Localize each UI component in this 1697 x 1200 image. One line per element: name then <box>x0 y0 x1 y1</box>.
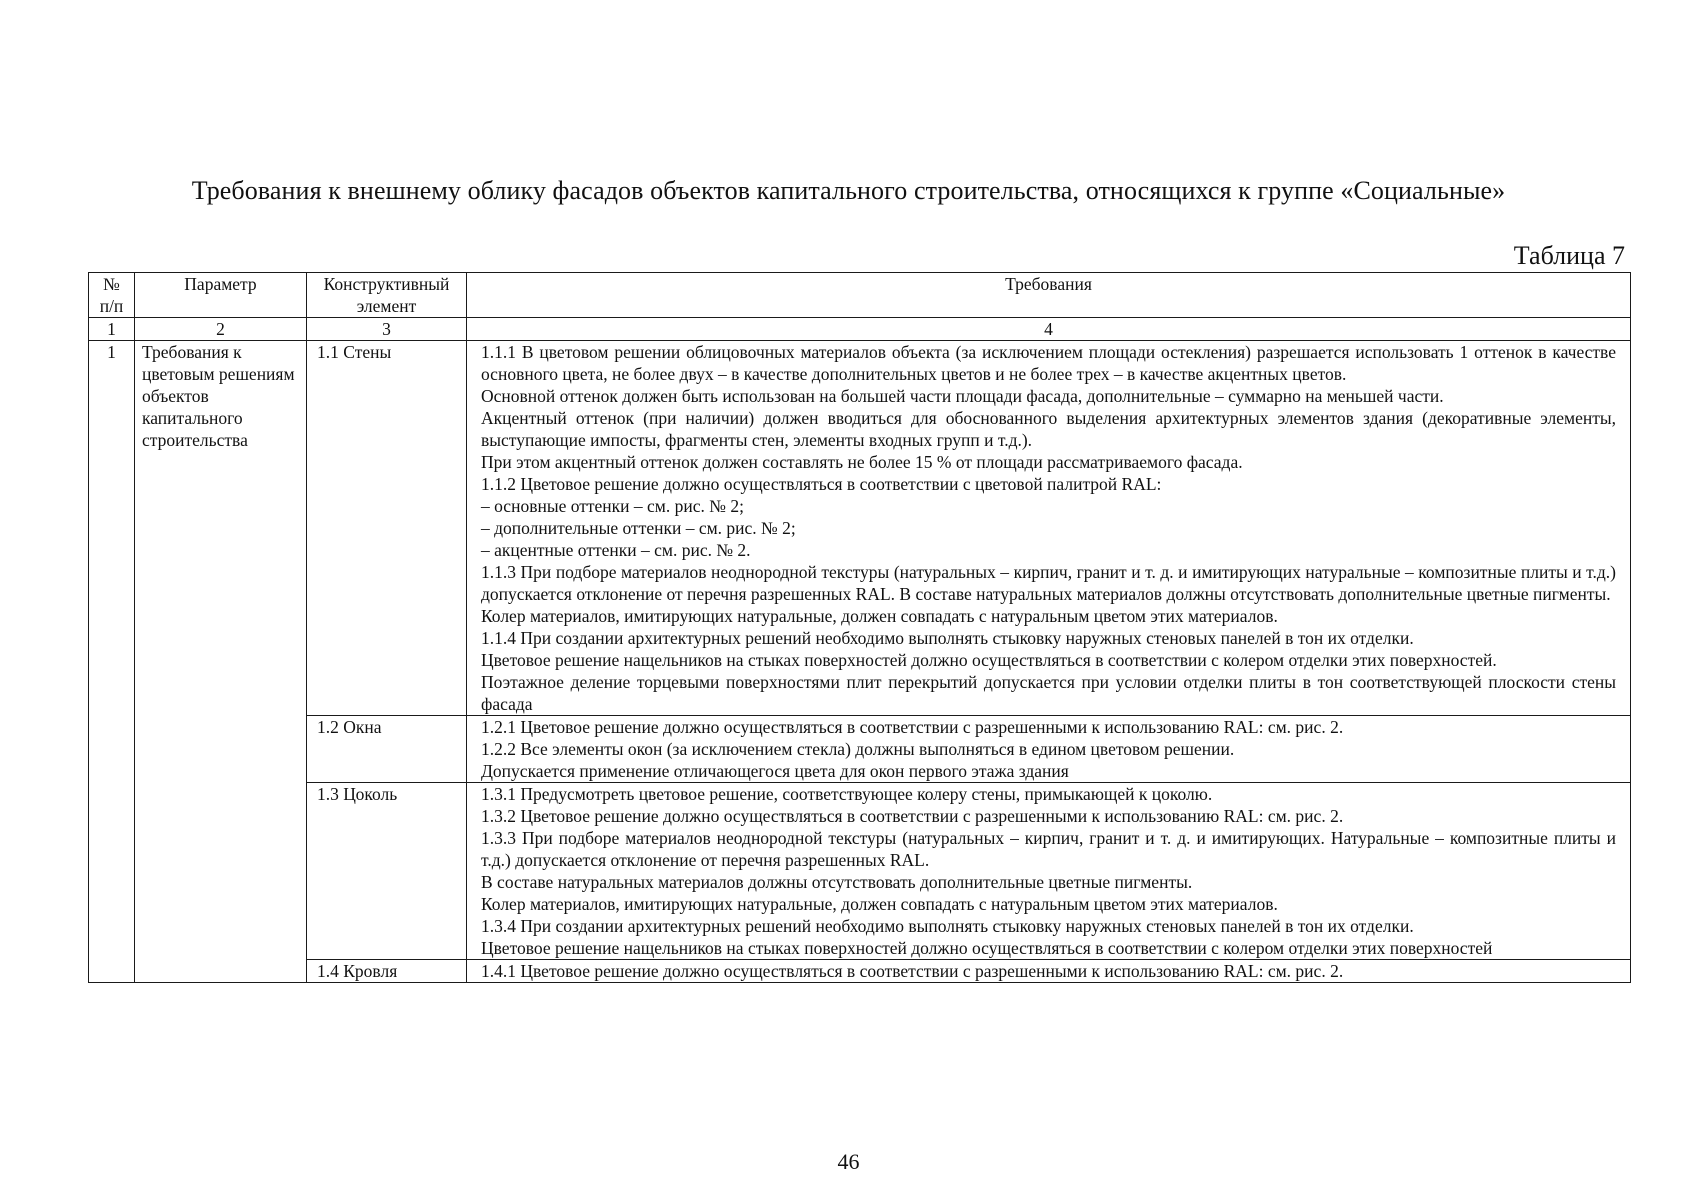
element-plinth: 1.3 Цоколь <box>307 783 467 960</box>
header-parameter: Параметр <box>135 273 307 318</box>
parameter-cell: Требования к цветовым решениям объектов капитального строительства <box>135 341 307 716</box>
requirement-paragraph: Акцентный оттенок (при наличии) должен вводиться для обоснованного выделения архитектурных элементов здания (декоративные элементы, выступающие импосты, фрагменты стен, элементы входных групп и т.д.). <box>481 408 1616 450</box>
table-header-row <box>89 273 1631 318</box>
requirement-paragraph: 1.3.2 Цветовое решение должно осуществляться в соответствии с разрешенными к использованию RAL: см. рис. 2. <box>481 806 1344 826</box>
table-row <box>89 341 1631 716</box>
document-title: Требования к внешнему облику фасадов объектов капитального строительства, относящихся к группе «Социальные» <box>191 176 1506 205</box>
table-row <box>89 960 1631 983</box>
requirement-paragraph: Допускается применение отличающегося цвета для окон первого этажа здания <box>481 761 1069 781</box>
column-numbers-row <box>89 318 1631 341</box>
column-number: 3 <box>307 318 467 341</box>
requirement-paragraph: – акцентные оттенки – см. рис. № 2. <box>481 540 751 560</box>
element-windows: 1.2 Окна <box>307 716 467 783</box>
requirement-paragraph: – основные оттенки – см. рис. № 2; <box>481 496 744 516</box>
column-number: 2 <box>135 318 307 341</box>
requirement-paragraph: Поэтажное деление торцевыми поверхностями плит перекрытий допускается при условии отделки плиты в тон соответствующей плоскости стены фасада <box>481 672 1616 714</box>
element-roof: 1.4 Кровля <box>307 960 467 983</box>
page-number: 46 <box>837 1149 860 1174</box>
requirement-paragraph: 1.1.2 Цветовое решение должно осуществляться в соответствии с цветовой палитрой RAL: <box>481 474 1162 494</box>
requirement-paragraph: Основной оттенок должен быть использован на большей части площади фасада, дополнительные – суммарно на меньшей части. <box>481 386 1444 406</box>
requirement-paragraph: Колер материалов, имитирующих натуральные, должен совпадать с натуральным цветом этих материалов. <box>481 894 1278 914</box>
requirements-plinth <box>467 783 1631 960</box>
requirements-walls <box>467 341 1631 716</box>
requirement-paragraph: 1.1.1 В цветовом решении облицовочных материалов объекта (за исключением площади остекления) разрешается использовать 1 оттенок в качестве основного цвета, не более двух – в качестве дополнительных цветов и не более трех – в качестве акцентных цветов. <box>481 342 1616 384</box>
header-number: № п/п <box>89 273 135 318</box>
requirement-paragraph: 1.3.3 При подборе материалов неоднородной текстуры (натуральных – кирпич, гранит и т. д. и имитирующих. Натуральные – композитные плиты и т.д.) допускается отклонение от перечня разрешенных RAL. <box>481 828 1616 870</box>
header-element: Конструктивный элемент <box>307 273 467 318</box>
requirement-paragraph: Цветовое решение нащельников на стыках поверхностей должно осуществляться в соответствии с колером отделки этих поверхностей <box>481 938 1493 958</box>
requirement-paragraph: 1.3.1 Предусмотреть цветовое решение, соответствующее колеру стены, примыкающей к цоколю. <box>481 784 1213 804</box>
header-requirements: Требования <box>467 273 1631 318</box>
element-walls: 1.1 Стены <box>307 341 467 716</box>
column-number: 4 <box>467 318 1631 341</box>
requirement-paragraph: При этом акцентный оттенок должен составлять не более 15 % от площади рассматриваемого фасада. <box>481 452 1243 472</box>
requirement-paragraph: 1.2.1 Цветовое решение должно осуществляться в соответствии с разрешенными к использованию RAL: см. рис. 2. <box>481 717 1344 737</box>
requirement-paragraph: 1.1.4 При создании архитектурных решений необходимо выполнять стыковку наружных стеновых панелей в тон их отделки. <box>481 628 1414 648</box>
requirements-windows <box>467 716 1631 783</box>
table-row <box>89 716 1631 783</box>
requirement-paragraph: 1.4.1 Цветовое решение должно осуществляться в соответствии с разрешенными к использованию RAL: см. рис. 2. <box>481 961 1344 981</box>
column-number: 1 <box>89 318 135 341</box>
requirement-paragraph: 1.3.4 При создании архитектурных решений необходимо выполнять стыковку наружных стеновых панелей в тон их отделки. <box>481 916 1414 936</box>
requirements-roof <box>467 960 1631 983</box>
row-number: 1 <box>89 341 135 716</box>
requirements-table <box>88 272 1631 983</box>
requirement-paragraph: 1.2.2 Все элементы окон (за исключением стекла) должны выполняться в едином цветовом решении. <box>481 739 1235 759</box>
requirement-paragraph: Колер материалов, имитирующих натуральные, должен совпадать с натуральным цветом этих материалов. <box>481 606 1278 626</box>
requirement-paragraph: В составе натуральных материалов должны отсутствовать дополнительные цветные пигменты. <box>481 872 1193 892</box>
table-row <box>89 783 1631 960</box>
requirement-paragraph: Цветовое решение нащельников на стыках поверхностей должно осуществляться в соответствии с колером отделки этих поверхностей. <box>481 650 1497 670</box>
requirement-paragraph: – дополнительные оттенки – см. рис. № 2; <box>481 518 796 538</box>
table-caption: Таблица 7 <box>1513 241 1625 270</box>
requirement-paragraph: 1.1.3 При подборе материалов неоднородной текстуры (натуральных – кирпич, гранит и т. д. и имитирующих натуральные – композитные плиты и т.д.) допускается отклонение от перечня разрешенных RAL. В составе натуральных материалов должны отсутствовать дополнительные цветные пигменты. <box>481 562 1616 604</box>
